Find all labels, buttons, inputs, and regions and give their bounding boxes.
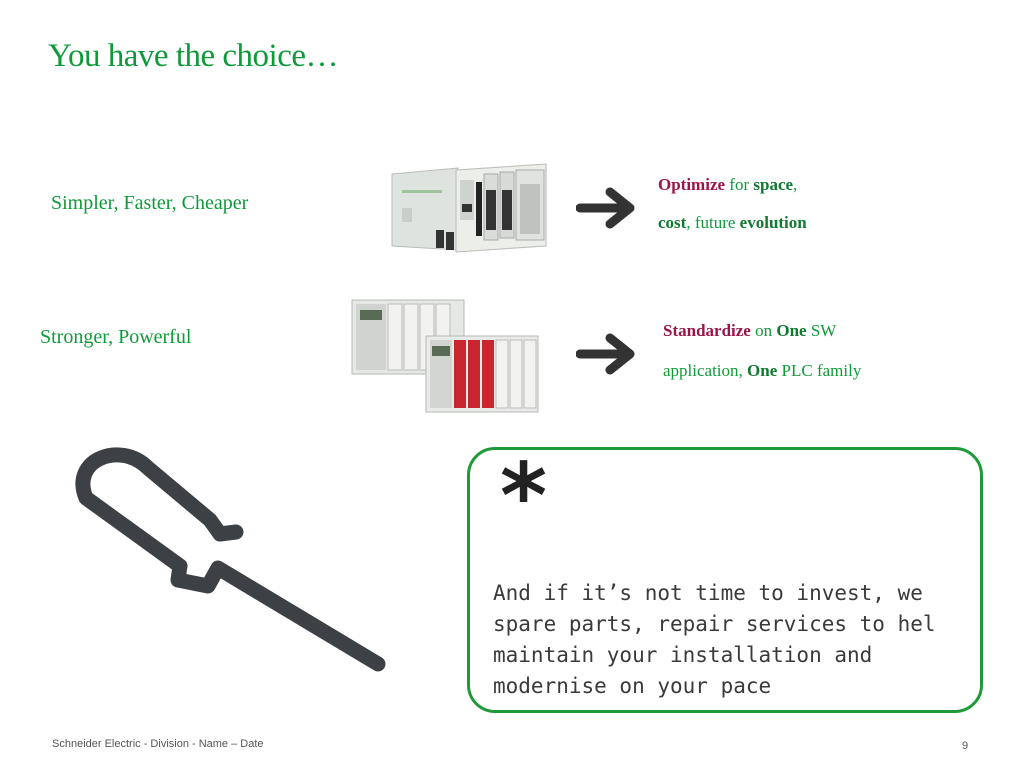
desc-text: , <box>793 175 798 194</box>
asterisk-icon: * <box>500 447 548 549</box>
callout-text: And if it’s not time to invest, we spare parts, repair services to hel maintain your installation and modernise on your pace <box>493 581 936 698</box>
callout-box <box>467 447 983 713</box>
page-title: You have the choice… <box>48 38 338 74</box>
page-number: 9 <box>962 740 969 752</box>
keyword-optimize: Optimize <box>658 175 726 194</box>
arrow-right-icon <box>576 186 638 230</box>
screwdriver-icon <box>60 440 400 680</box>
row-label-stronger: Stronger, Powerful <box>40 326 192 348</box>
keyword-one: One <box>776 321 807 340</box>
desc-text: for <box>725 175 754 194</box>
row-label-simpler: Simpler, Faster, Cheaper <box>51 192 249 214</box>
footer-text: Schneider Electric - Division - Name – Date <box>52 738 264 750</box>
keyword-one: One <box>747 361 778 380</box>
desc-text: , future <box>686 213 740 232</box>
row-description-optimize <box>658 166 807 242</box>
arrow-right-icon <box>576 332 638 376</box>
keyword-space: space <box>753 175 794 194</box>
desc-text: application, <box>663 361 748 380</box>
desc-text: PLC family <box>777 361 862 380</box>
modicon-m340-plc-image <box>388 160 550 254</box>
keyword-standardize: Standardize <box>663 321 751 340</box>
keyword-evolution: evolution <box>739 213 807 232</box>
desc-text: on <box>750 321 777 340</box>
modicon-premium-plc-image <box>348 296 540 416</box>
keyword-cost: cost <box>658 213 687 232</box>
desc-text: SW <box>806 321 837 340</box>
row-description-standardize <box>663 311 861 391</box>
